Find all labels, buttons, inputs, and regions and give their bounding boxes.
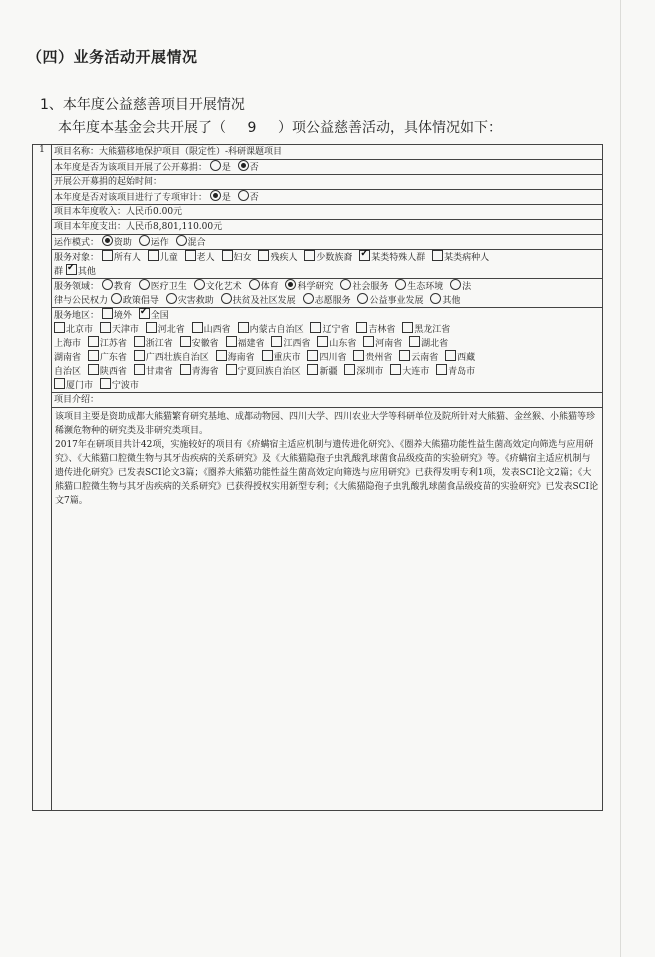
region-checkbox[interactable] [436, 364, 447, 375]
summary-suffix: ）项公益慈善活动，具体情况如下： [278, 120, 502, 136]
field-option: 志愿服务 [314, 296, 351, 306]
audit-no-radio[interactable] [238, 190, 249, 201]
region-checkbox[interactable] [180, 336, 191, 347]
region-checkbox[interactable] [238, 322, 249, 333]
region-option: 北京市 [66, 325, 94, 335]
field-option: 其他 [442, 296, 461, 306]
target-label: 服务对象： [54, 253, 100, 263]
target-block [52, 249, 602, 278]
mode-mixed-radio[interactable] [176, 235, 187, 246]
audit-yes-radio[interactable] [210, 190, 221, 201]
target-option: 所有人 [113, 253, 141, 263]
region-option: 天津市 [111, 325, 139, 335]
region-option: 新疆 [319, 367, 338, 377]
region-option: 甘肃省 [145, 367, 173, 377]
region-checkbox[interactable] [356, 322, 367, 333]
target-checkbox-other[interactable] [66, 264, 77, 275]
field-option: 生态环境 [407, 282, 444, 292]
region-checkbox[interactable] [88, 350, 99, 361]
field-radio[interactable] [166, 293, 177, 304]
target-option: 少数族裔 [316, 253, 353, 263]
region-checkbox[interactable] [409, 336, 420, 347]
field-radio[interactable] [194, 279, 205, 290]
field-radio[interactable] [249, 279, 260, 290]
region-option: 全国 [150, 311, 169, 321]
intro-paragraph-1: 该项目主要是资助成都大熊猫繁育研究基地、成都动物园、四川大学、四川农业大学等科研单位及院所针对大熊猫、金丝猴、小熊猫等珍稀濒危物种的研究类及非研究类项目。 [55, 412, 596, 436]
target-checkbox[interactable] [432, 250, 443, 261]
region-checkbox[interactable] [271, 336, 282, 347]
name-row [52, 145, 602, 159]
region-option: 山东省 [329, 339, 357, 349]
region-option: 云南省 [411, 353, 439, 363]
region-option: 上海市 [54, 339, 82, 349]
mode-label: 运作模式： [54, 238, 100, 248]
field-option: 医疗卫生 [150, 282, 187, 292]
field-radio[interactable] [340, 279, 351, 290]
target-option: 残疾人 [270, 253, 298, 263]
region-checkbox[interactable] [226, 336, 237, 347]
field-radio[interactable] [139, 279, 150, 290]
region-option: 内蒙古自治区 [249, 325, 304, 335]
audit-no-label: 否 [249, 193, 259, 203]
region-row-1 [54, 322, 600, 336]
region-checkbox[interactable] [134, 336, 145, 347]
target-row-1 [54, 250, 600, 264]
region-option: 宁波市 [111, 381, 139, 391]
region-checkbox[interactable] [317, 336, 328, 347]
region-option: 黑龙江省 [414, 325, 451, 335]
region-option: 贵州省 [365, 353, 393, 363]
region-checkbox[interactable] [100, 322, 111, 333]
fund-start-row [52, 174, 602, 189]
public-fund-no-radio[interactable] [238, 160, 249, 171]
intro-body [52, 407, 602, 810]
region-checkbox[interactable] [88, 336, 99, 347]
region-row-5 [54, 378, 600, 392]
region-checkbox[interactable] [192, 322, 203, 333]
target-option: 其他 [77, 267, 96, 277]
field-radio[interactable] [221, 293, 232, 304]
region-checkbox[interactable] [180, 364, 191, 375]
target-checkbox[interactable] [185, 250, 196, 261]
target-continuation: 群 [54, 267, 64, 277]
field-radio[interactable] [395, 279, 406, 290]
name-value: 大熊猫移地保护项目（限定性）-科研课题项目 [99, 147, 283, 157]
region-national-checkbox[interactable] [139, 308, 150, 319]
region-option: 湖南省 [54, 353, 82, 363]
region-option: 西藏 [457, 353, 476, 363]
mode-fund-radio[interactable] [102, 235, 113, 246]
region-checkbox[interactable] [100, 378, 111, 389]
region-checkbox[interactable] [310, 322, 321, 333]
region-option: 山西省 [203, 325, 231, 335]
region-checkbox[interactable] [363, 336, 374, 347]
region-checkbox[interactable] [445, 350, 456, 361]
public-fund-row [52, 159, 602, 174]
intro-blank-space [55, 508, 599, 808]
field-radio[interactable] [430, 293, 441, 304]
region-option: 青岛市 [448, 367, 476, 377]
region-checkbox[interactable] [402, 322, 413, 333]
field-option: 体育 [260, 282, 279, 292]
region-checkbox[interactable] [146, 322, 157, 333]
field-radio-science[interactable] [285, 279, 296, 290]
region-checkbox[interactable] [134, 364, 145, 375]
field-option: 公益事业发展 [369, 296, 424, 306]
region-block [52, 307, 602, 392]
mode-operate-radio[interactable] [139, 235, 150, 246]
region-checkbox[interactable] [88, 364, 99, 375]
region-option: 广西壮族自治区 [145, 353, 209, 363]
field-option: 灾害救助 [177, 296, 214, 306]
region-checkbox[interactable] [344, 364, 355, 375]
income-row: 项目本年度收入：人民币0.00元 [52, 204, 602, 219]
section-title: （四）业务活动开展情况 [27, 48, 198, 66]
field-radio[interactable] [111, 293, 122, 304]
mode-row [52, 234, 602, 249]
region-row-2 [54, 336, 600, 350]
project-table [32, 144, 603, 811]
region-option: 陕西省 [99, 367, 127, 377]
audit-yes-label: 是 [221, 193, 231, 203]
region-option: 江西省 [283, 339, 311, 349]
target-checkbox[interactable] [102, 250, 113, 261]
region-checkbox[interactable] [226, 364, 237, 375]
region-row-0 [54, 308, 600, 322]
mode-operate-label: 运作 [150, 238, 169, 248]
mode-fund-label: 资助 [113, 238, 132, 248]
region-checkbox[interactable] [54, 378, 65, 389]
region-row-4 [54, 364, 600, 378]
region-option: 浙江省 [145, 339, 173, 349]
audit-question: 本年度是否对该项目进行了专项审计： [54, 193, 208, 203]
region-checkbox[interactable] [399, 350, 410, 361]
public-fund-yes-radio[interactable] [210, 160, 221, 171]
region-option: 江苏省 [99, 339, 127, 349]
region-abroad-checkbox[interactable] [102, 308, 113, 319]
region-option: 安徽省 [191, 339, 219, 349]
region-option: 广东省 [99, 353, 127, 363]
region-option: 宁夏回族自治区 [237, 367, 301, 377]
page-edge [620, 0, 621, 957]
region-checkbox[interactable] [307, 350, 318, 361]
region-option: 境外 [113, 311, 132, 321]
target-row-2 [54, 264, 600, 278]
expense-row: 项目本年度支出：人民币8,801,110.00元 [52, 219, 602, 234]
field-radio[interactable] [450, 279, 461, 290]
region-option: 厦门市 [66, 381, 94, 391]
region-option: 青海省 [191, 367, 219, 377]
mode-mixed-label: 混合 [187, 238, 206, 248]
field-row-1 [54, 279, 600, 293]
target-checkbox[interactable] [304, 250, 315, 261]
fund-start-label: 开展公开募捐的起始时间： [54, 177, 163, 187]
region-checkbox[interactable] [134, 350, 145, 361]
region-checkbox[interactable] [353, 350, 364, 361]
field-row-2 [54, 293, 600, 307]
public-fund-question: 本年度是否为该项目开展了公开募捐： [54, 163, 208, 173]
region-option: 河北省 [157, 325, 185, 335]
region-option: 湖北省 [421, 339, 449, 349]
region-option: 福建省 [237, 339, 265, 349]
field-label: 服务领域： [54, 282, 100, 292]
field-option: 社会服务 [352, 282, 389, 292]
target-checkbox[interactable] [258, 250, 269, 261]
target-option: 儿童 [159, 253, 178, 263]
target-option: 某类特殊人群 [371, 253, 426, 263]
region-checkbox[interactable] [262, 350, 273, 361]
region-option: 吉林省 [368, 325, 396, 335]
public-fund-yes-label: 是 [221, 163, 231, 173]
region-checkbox[interactable] [307, 364, 318, 375]
field-radio[interactable] [102, 279, 113, 290]
project-count: 9 [247, 120, 257, 136]
field-option: 扶贫及社区发展 [232, 296, 296, 306]
region-checkbox[interactable] [54, 322, 65, 333]
target-checkbox[interactable] [148, 250, 159, 261]
project-details [52, 145, 603, 811]
target-checkbox[interactable] [222, 250, 233, 261]
region-row-3 [54, 350, 600, 364]
field-option: 科学研究 [297, 282, 334, 292]
public-fund-no-label: 否 [249, 163, 259, 173]
field-option: 法 [462, 282, 472, 292]
region-option: 四川省 [319, 353, 347, 363]
target-option: 妇女 [233, 253, 252, 263]
summary-line [58, 117, 502, 137]
project-index: 1 [33, 145, 52, 811]
audit-row [52, 189, 602, 204]
field-block [52, 278, 602, 307]
intro-label: 项目介绍： [52, 392, 602, 407]
region-option: 重庆市 [273, 353, 301, 363]
region-option: 自治区 [54, 367, 82, 377]
summary-prefix: 本年度本基金会共开展了（ [58, 120, 226, 136]
name-label: 项目名称： [54, 147, 100, 157]
field-radio[interactable] [303, 293, 314, 304]
target-option: 老人 [196, 253, 215, 263]
region-option: 海南省 [227, 353, 255, 363]
region-option: 深圳市 [356, 367, 384, 377]
field-option: 教育 [113, 282, 132, 292]
region-option: 辽宁省 [322, 325, 350, 335]
region-option: 大连市 [402, 367, 430, 377]
field-option: 文化艺术 [205, 282, 242, 292]
field-option: 政策倡导 [122, 296, 159, 306]
field-radio[interactable] [357, 293, 368, 304]
intro-paragraph-2: 2017年在研项目共计42项，实施较好的项目有《疥螨宿主适应机制与遗传进化研究》、《圈养大熊猫功能性益生菌高效定向筛选与应用研究》、《大熊猫口腔微生物与其牙齿疾病的关系研究》及《大熊猫隐孢子虫乳酸乳球菌食品级疫苗的实验研究》等。《疥螨宿主适应机制与遗传进化研究》已发表SCI论文3篇；《圈养大熊猫功能性益生菌高效定向筛选与应用研究》已获得发明专利1项，发表SCI论文2篇；《大熊猫口腔微生物与其牙齿疾病的关系研究》已获得授权实用新型专利；《大熊猫隐孢子虫乳酸乳球菌食品级疫苗的实验研究》已发表SCI论文7篇。 [55, 440, 599, 506]
region-checkbox[interactable] [390, 364, 401, 375]
region-label: 服务地区： [54, 311, 100, 321]
target-checkbox-special[interactable] [359, 250, 370, 261]
target-option: 某类病种人 [444, 253, 490, 263]
region-option: 河南省 [375, 339, 403, 349]
field-continuation: 律与公民权力 [54, 296, 109, 306]
subsection-title: 1、本年度公益慈善项目开展情况 [40, 97, 245, 113]
region-checkbox[interactable] [216, 350, 227, 361]
